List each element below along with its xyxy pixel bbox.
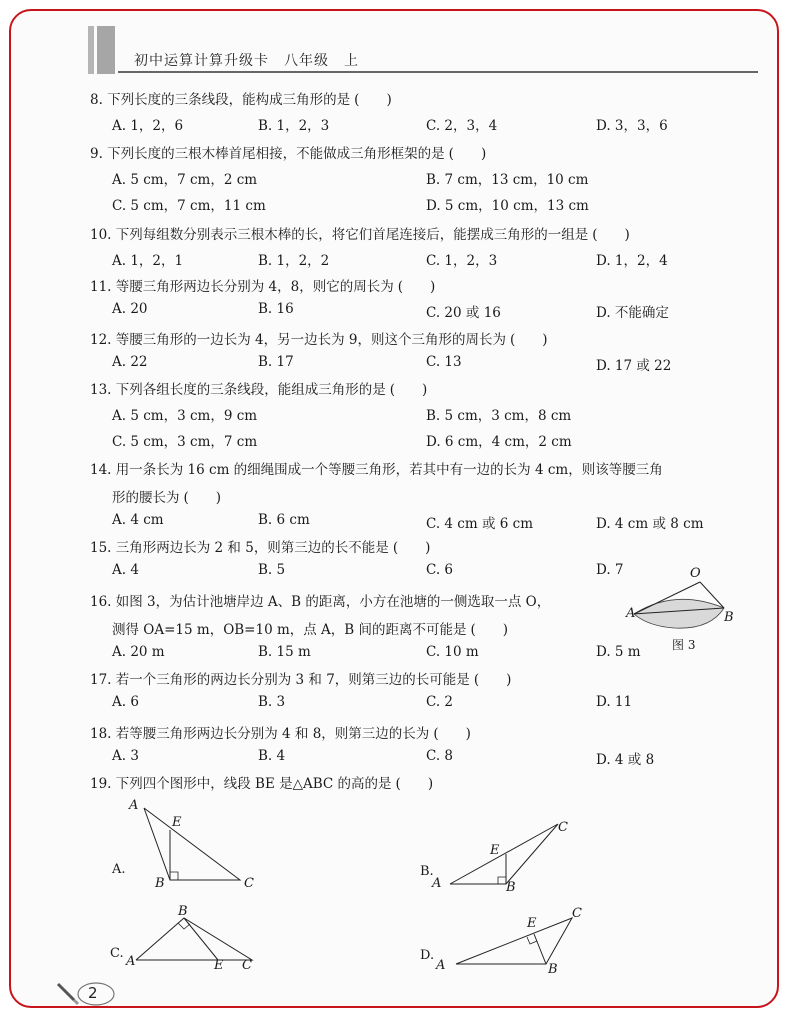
option-a: A. 1，2，6 [112,118,184,134]
question-stem [90,536,430,556]
question-stem [90,223,630,243]
option-a: A. 1，2，1 [112,253,184,269]
option-c: C. 4 cm 或 6 cm [426,516,533,532]
question-stem-continued [112,618,508,638]
header-rule [118,71,758,73]
pencil-icon [56,980,116,1008]
answer-blank: ( ) [389,382,428,398]
question-text: 19. 下列四个图形中，线段 BE 是△ABC 的高的是 [90,776,392,792]
option-c: C. 5 cm，3 cm，7 cm [112,434,258,450]
fig3-label-o: O [690,566,701,581]
option-c: C. 10 m [426,644,479,660]
question-text: 形的腰长为 [112,490,180,506]
question-text: 10. 下列每组数分别表示三根木棒的长，将它们首尾连接后，能摆成三角形的一组是 [90,227,589,243]
option-b: B. 4 [258,748,286,764]
question-stem [90,668,511,688]
answer-blank: ( ) [510,332,548,348]
option-c: C. 1，2，3 [426,253,498,269]
fig-d-label-a: A [436,958,446,973]
q19-option-a: A. [112,862,126,877]
answer-blank: ( ) [433,726,471,742]
option-a: A. 20 m [112,644,165,660]
option-a: A. 6 [112,694,139,710]
question-stem-continued [112,486,221,506]
option-b: B. 6 cm [258,512,310,528]
answer-blank: ( ) [183,490,222,506]
fig-c-label-b: B [178,904,188,919]
header-title: 初中运算计算升级卡 八年级 上 [134,53,359,69]
option-d: D. 3，3，6 [596,118,668,134]
option-b: B. 3 [258,694,286,710]
question-text: 9. 下列长度的三根木棒首尾相接，不能做成三角形框架的是 [90,146,445,162]
option-c: C. 5 cm，7 cm，11 cm [112,198,266,214]
option-a: A. 22 [112,354,148,370]
question-stem [90,142,486,162]
answer-blank: ( ) [395,776,434,792]
option-b: B. 7 cm，13 cm，10 cm [426,172,589,188]
page-number: 2 [88,984,98,1002]
option-d: D. 4 cm 或 8 cm [596,516,704,532]
question-stem [90,722,471,742]
answer-blank: ( ) [392,540,431,556]
option-b: B. 5 [258,562,286,578]
option-b: B. 15 m [258,644,311,660]
fig-b-label-a: A [432,876,442,891]
option-d: D. 不能确定 [596,305,669,321]
option-d: D. 1，2，4 [596,253,668,269]
question-text: 18. 若等腰三角形两边长分别为 4 和 8，则第三边的长为 [90,726,430,742]
option-b: B. 5 cm，3 cm，8 cm [426,408,572,424]
question-text: 16. 如图 3，为估计池塘岸边 A、B 的距离，小方在池塘的一侧选取一点 O， [90,594,551,610]
fig-a-label-c: C [244,876,254,891]
option-a: A. 5 cm，7 cm，2 cm [112,172,258,188]
answer-blank: ( ) [592,227,630,243]
fig-a-label-b: B [155,876,165,891]
question-stem [90,772,433,792]
q19-figure-d [450,912,580,970]
option-c: C. 8 [426,748,454,764]
answer-blank: ( ) [448,146,487,162]
option-d: D. 11 [596,694,633,710]
q19-option-d: D. [420,948,435,963]
fig3-label-b: B [724,610,734,625]
question-text: 17. 若一个三角形的两边长分别为 3 和 7，则第三边的长可能是 [90,672,470,688]
option-d: D. 7 [596,562,624,578]
q19-option-c: C. [110,946,124,961]
option-d: D. 5 m [596,644,641,660]
question-stem [90,378,427,398]
fig-b-label-e: E [490,843,500,858]
question-text: 测得 OA=15 m，OB=10 m，点 A，B 间的距离不可能是 [112,622,467,638]
option-b: B. 1，2，3 [258,118,330,134]
option-d: D. 6 cm，4 cm，2 cm [426,434,572,450]
fig-c-label-a: A [126,954,136,969]
fig-a-label-a: A [129,798,139,813]
fig-d-label-b: B [548,962,558,977]
option-a: A. 20 [112,301,148,317]
fig-b-label-b: B [506,880,516,895]
question-text: 11. 等腰三角形两边长分别为 4，8，则它的周长为 [90,279,394,295]
q19-option-b: B. [420,864,434,879]
fig-a-label-e: E [172,815,182,830]
figure-3-caption: 图 3 [672,638,696,652]
question-text: 13. 下列各组长度的三条线段，能组成三角形的是 [90,382,386,398]
answer-blank: ( ) [354,92,392,108]
option-c: C. 13 [426,354,462,370]
question-stem [90,458,663,478]
question-stem [90,328,548,348]
fig-c-label-c: C [242,958,252,973]
option-b: B. 1，2，2 [258,253,330,269]
option-c: C. 6 [426,562,454,578]
answer-blank: ( ) [470,622,509,638]
option-a: A. 5 cm，3 cm，9 cm [112,408,258,424]
fig3-label-a: A [626,606,636,621]
q19-figure-a [130,800,260,890]
option-c: C. 2，3，4 [426,118,498,134]
option-b: B. 17 [258,354,294,370]
option-c: C. 2 [426,694,454,710]
option-a: A. 4 cm [112,512,164,528]
option-d: D. 5 cm，10 cm，13 cm [426,198,589,214]
fig-b-label-c: C [558,820,568,835]
option-b: B. 16 [258,301,294,317]
fig-d-label-e: E [527,916,537,931]
option-a: A. 4 [112,562,139,578]
question-stem [90,590,550,610]
question-text: 8. 下列长度的三条线段，能构成三角形的是 [90,92,351,108]
question-stem [90,88,392,108]
fig-d-label-c: C [572,906,582,921]
option-a: A. 3 [112,748,139,764]
fig-c-label-e: E [214,958,224,973]
page-number-badge [56,980,116,1008]
answer-blank: ( ) [473,672,512,688]
question-text: 14. 用一条长为 16 cm 的细绳围成一个等腰三角形，若其中有一边的长为 4 cm，则该等腰三角 [90,462,663,478]
option-d: D. 17 或 22 [596,358,672,374]
question-text: 15. 三角形两边长为 2 和 5，则第三边的长不能是 [90,540,389,556]
option-d: D. 4 或 8 [596,752,655,768]
question-stem [90,275,435,295]
option-c: C. 20 或 16 [426,305,501,321]
question-text: 12. 等腰三角形的一边长为 4，另一边长为 9，则这个三角形的周长为 [90,332,507,348]
answer-blank: ( ) [397,279,436,295]
q19-figure-c [132,912,258,968]
